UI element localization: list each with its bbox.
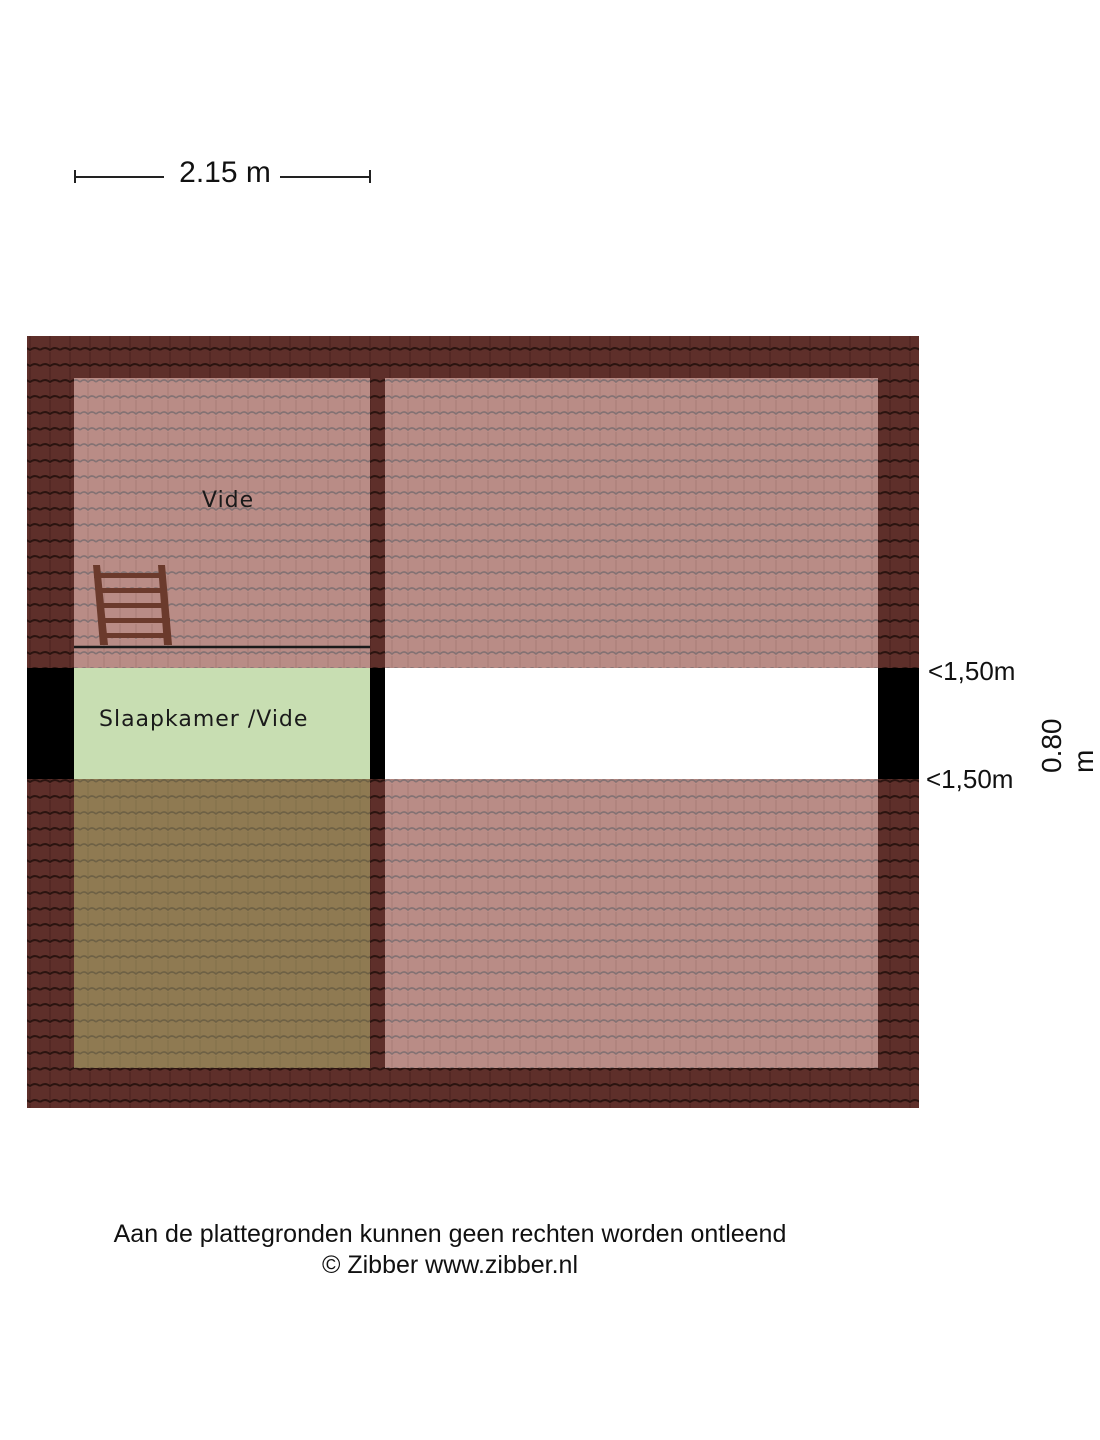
wall-left (27, 668, 74, 779)
roof-area-bottom-right (385, 779, 878, 1068)
roof-area-top-right (385, 378, 878, 668)
strip-width-label: 0.80 m (1036, 718, 1099, 773)
wall-center (370, 668, 385, 779)
room-label-slaapkamer: Slaapkamer /Vide (99, 707, 309, 732)
vide-area (74, 378, 370, 668)
slaapkamer-lower-area (74, 779, 370, 1068)
open-strip (385, 668, 878, 779)
height-label-bottom: <1,50m (926, 764, 1014, 794)
disclaimer-text: Aan de plattegronden kunnen geen rechten worden ontleend (113, 1220, 787, 1248)
height-label-top: <1,50m (928, 656, 1016, 686)
copyright-text: © Zibber www.zibber.nl (321, 1251, 579, 1279)
wall-right (878, 668, 919, 779)
ladder-icon (93, 565, 172, 645)
scale-label: 2.15 m (179, 156, 271, 189)
room-label-vide: Vide (202, 488, 255, 513)
